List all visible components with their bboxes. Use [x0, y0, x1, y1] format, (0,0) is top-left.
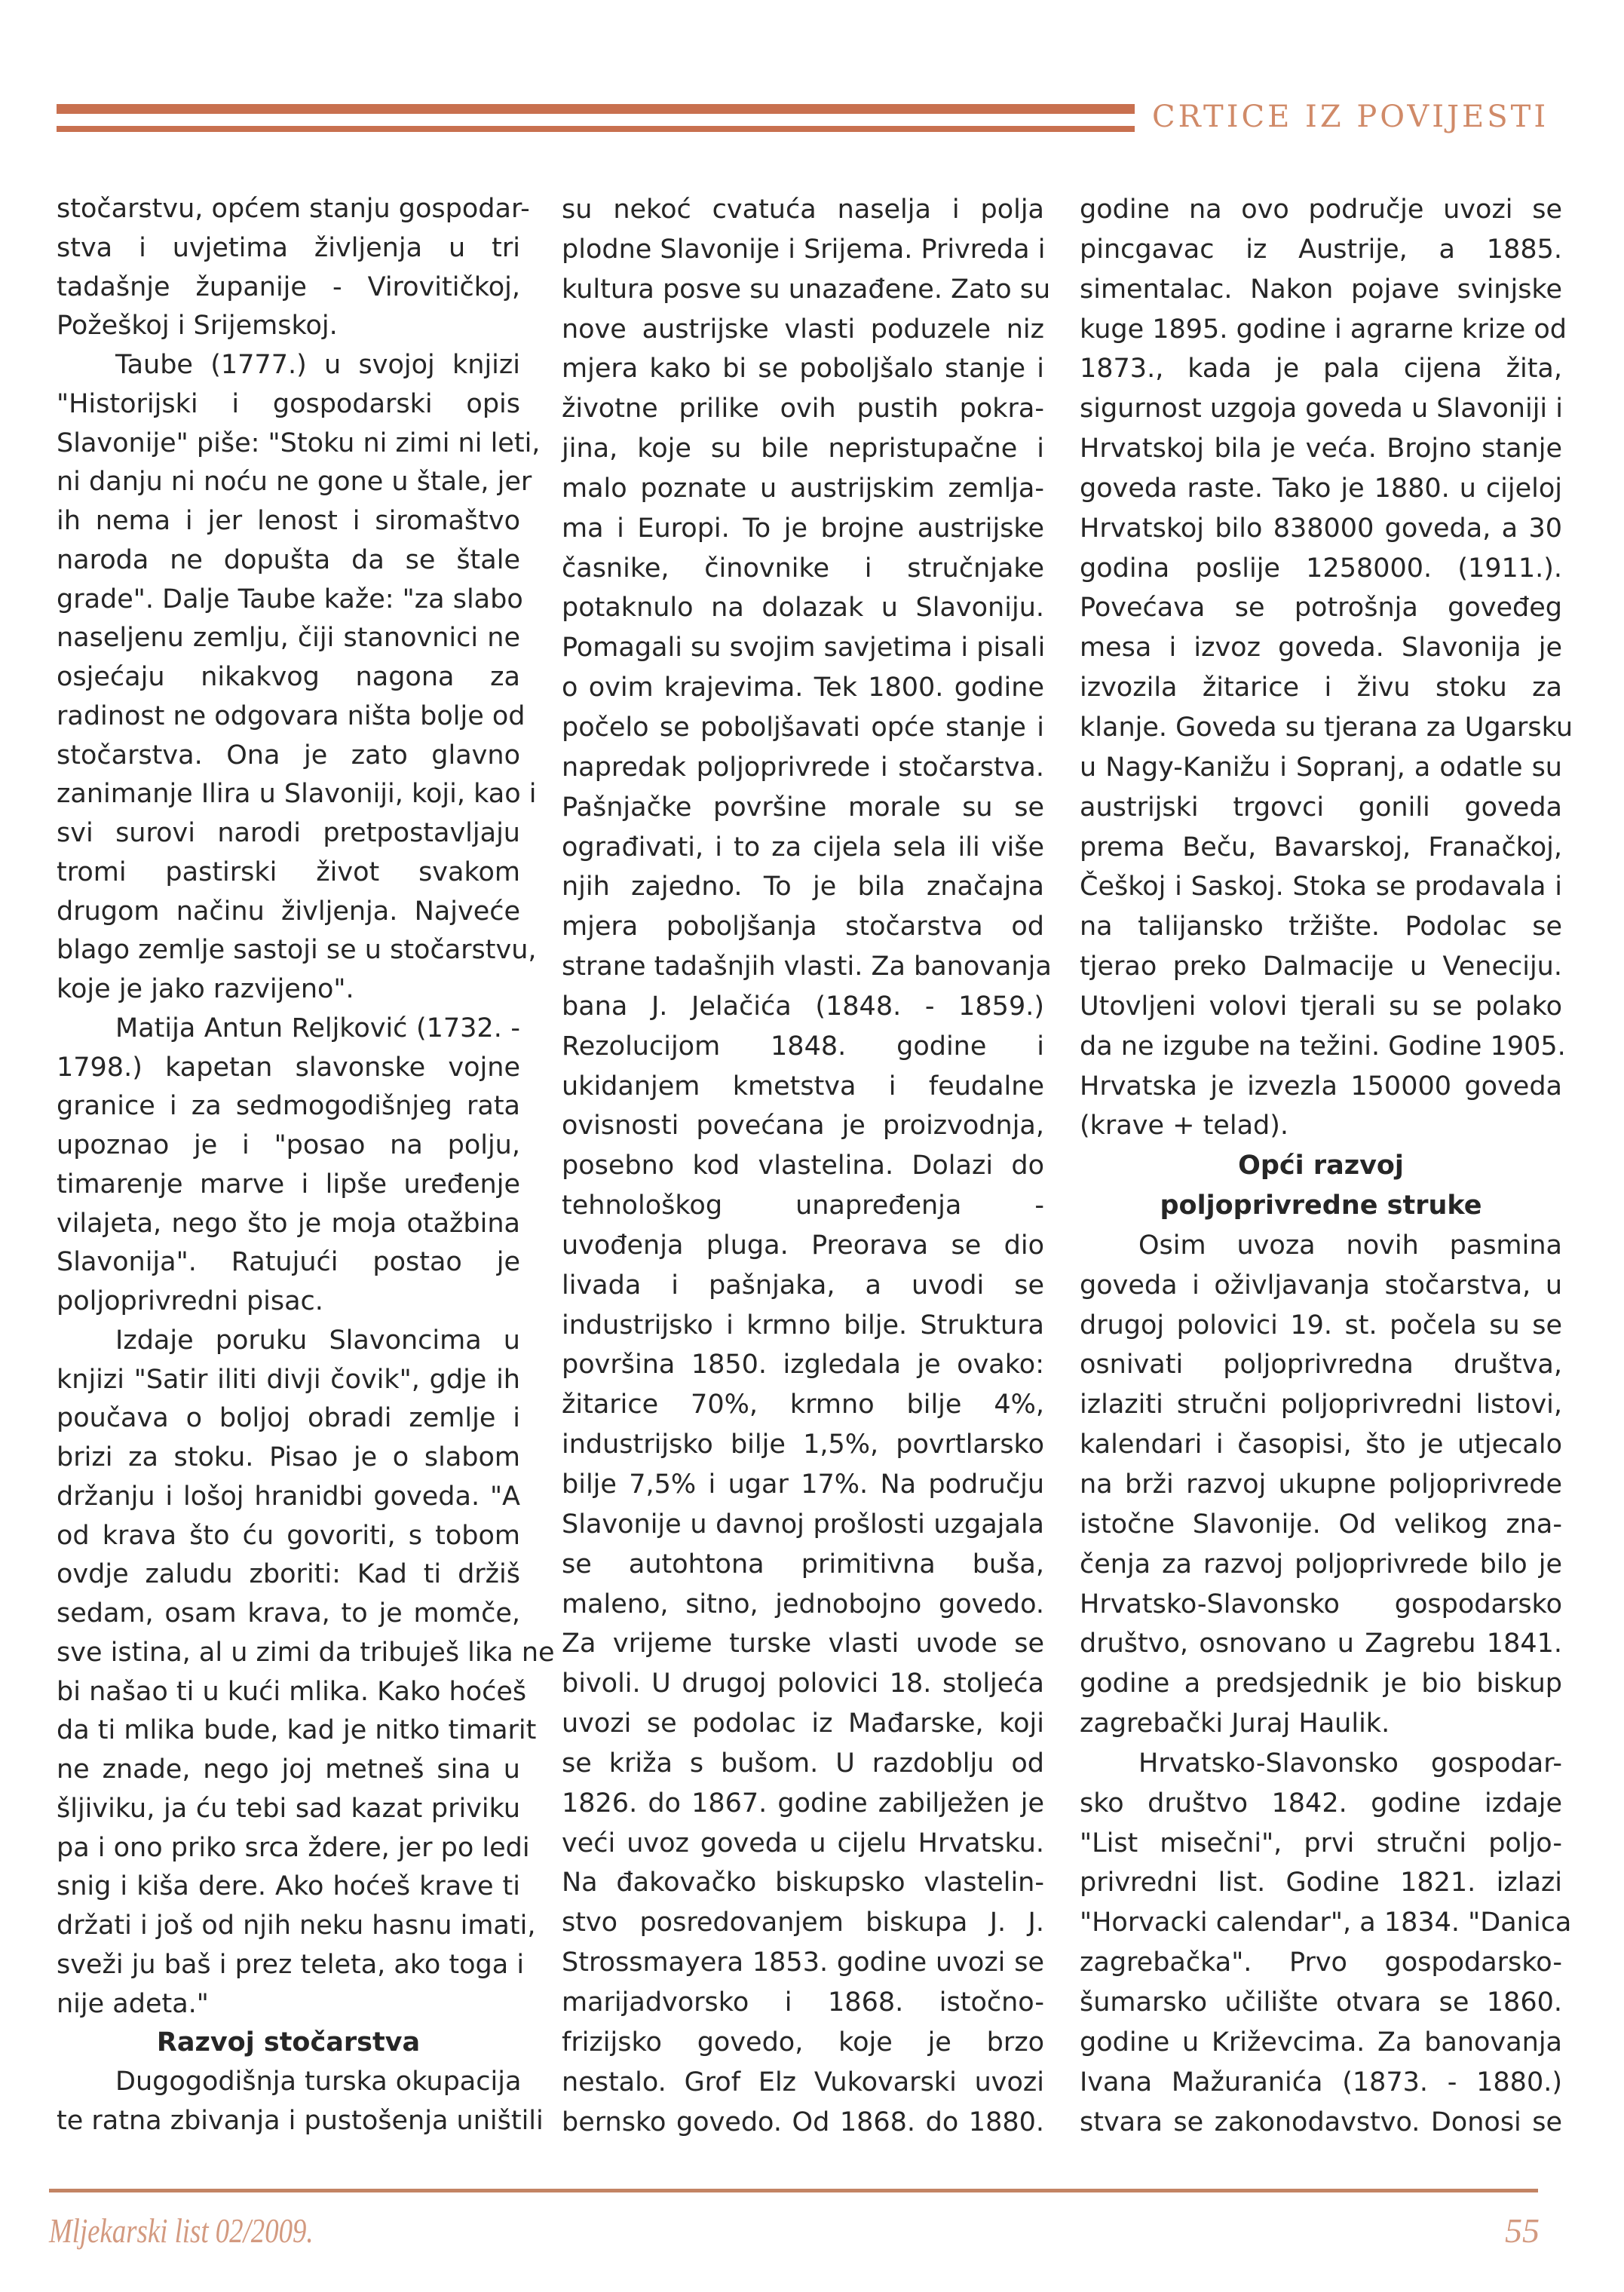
text-line: nestalo. Grof Elz Vukovarski uvozi [562, 2067, 1044, 2097]
text-line: ma i Europi. To je brojne austrijske [562, 513, 1044, 544]
text-line: Hrvatsko-Slavonsko gospodar- [1138, 1748, 1562, 1779]
text-line: se križa s bušom. U razdoblju od [562, 1748, 1044, 1779]
text-line: potaknulo na dolazak u Slavoniju. [562, 593, 1044, 624]
text-line: godine na ovo područje uvozi se [1080, 195, 1562, 225]
text-line: ih nema i jer lenost i siromaštvo [57, 506, 520, 536]
text-line: bernsko govedo. Od 1868. do 1880. [562, 2107, 1044, 2137]
text-line: vilajeta, nego što je moja otažbina [57, 1208, 520, 1239]
text-line: veći uvoz goveda u cijelu Hrvatsku. [562, 1828, 1044, 1858]
text-line: stva i uvjetima življenja u tri [57, 232, 520, 263]
text-line: su nekoć cvatuća naselja i polja [562, 195, 1044, 225]
text-line: sve istina, al u zimi da tribuješ lika ne [57, 1637, 555, 1668]
text-line: kalendari i časopisi, što je utjecalo [1080, 1429, 1562, 1460]
section-heading [1080, 1146, 1562, 1226]
text-line: Izdaje poruku Slavoncima u [115, 1325, 520, 1356]
text-line: jina, koje su bile nepristupačne i [562, 434, 1044, 464]
text-line: privredni list. Godine 1821. izlazi [1080, 1868, 1562, 1898]
paragraph [1080, 190, 1573, 1146]
text-line: ne znade, nego joj metneš sina u [57, 1754, 520, 1785]
text-line: malo poznate u austrijskim zemlja- [562, 473, 1044, 504]
text-line: "List misečni", prvi stručni poljo- [1080, 1828, 1562, 1858]
text-line: industrijsko i krmno bilje. Struktura [562, 1310, 1044, 1341]
header-rule-top [57, 104, 1135, 114]
text-line: klanje. Goveda su tjerana za Ugarsku [1080, 712, 1573, 743]
text-line: površina 1850. izgledala je ovako: [562, 1350, 1044, 1380]
text-line: blago zemlje sastoji se u stočarstvu, [57, 935, 537, 966]
text-line: da ti mlika bude, kad je nitko timarit [57, 1715, 537, 1746]
text-line: ograđivati, i to za cijela sela ili više [562, 832, 1044, 863]
text-line: frizijsko govedo, koje je brzo [562, 2027, 1044, 2058]
text-line: na talijansko tržište. Podolac se [1080, 912, 1562, 942]
text-line: istočne Slavonije. Od velikog zna- [1080, 1509, 1562, 1540]
text-line: o ovim krajevima. Tek 1800. godine [562, 673, 1044, 703]
text-line: Ivana Mažuranića (1873. - 1880.) [1080, 2067, 1562, 2097]
text-line: timarenje marve i lipše uređenje [57, 1169, 520, 1200]
text-line: stvo posredovanjem biskupa J. J. [562, 1907, 1044, 1938]
text-line: bi našao ti u kući mlika. Kako hoćeš [57, 1676, 527, 1707]
paragraph [1080, 1744, 1572, 2142]
text-line: drugom načinu življenja. Najveće [57, 896, 520, 927]
text-line: Taube (1777.) u svojoj knjizi [115, 350, 520, 380]
paragraph [1080, 1226, 1562, 1744]
text-line: 1798.) kapetan slavonske vojne [57, 1052, 520, 1083]
text-line: osnivati poljoprivredna društva, [1080, 1350, 1562, 1380]
text-line: livada i pašnjaka, a uvodi se [562, 1270, 1044, 1301]
text-line: maleno, sitno, jednobojno govedo. [562, 1589, 1044, 1619]
paragraph [57, 1322, 555, 2024]
text-line: tjerao preko Dalmacije u Veneciju. [1080, 951, 1562, 982]
text-line: tehnološkog unapređenja - [562, 1190, 1044, 1221]
text-line: "Horvacki calendar", a 1834. "Danica [1080, 1907, 1572, 1938]
text-line: držanju i lošoj hranidbi goveda. "A [57, 1481, 520, 1512]
text-line: Na đakovačko biskupsko vlastelin- [562, 1868, 1044, 1898]
text-line: strane tadašnjih vlasti. Za banovanja [562, 951, 1052, 982]
text-line: marijadvorsko i 1868. istočno- [562, 1987, 1044, 2018]
text-line: austrijski trgovci gonili goveda [1080, 792, 1562, 823]
text-line: tromi pastirski život svakom [57, 856, 520, 887]
header-rule-bottom [57, 126, 1135, 132]
text-line: zagrebački Juraj Haulik. [1080, 1708, 1390, 1739]
text-line: nije adeta." [57, 1988, 209, 2019]
text-line: Osim uvoza novih pasmina [1138, 1230, 1562, 1261]
text-line: Slavonije" piše: "Stoku ni zimi ni leti, [57, 427, 541, 458]
text-line: pincgavac iz Austrije, a 1885. [1080, 234, 1562, 265]
text-column-1 [57, 190, 555, 2141]
text-line: godine u Križevcima. Za banovanja [1080, 2027, 1562, 2058]
text-line: kultura posve su unazađene. Zato su [562, 274, 1051, 305]
text-line: poljoprivredni pisac. [57, 1286, 323, 1316]
text-line: počelo se poboljšavati opće stanje i [562, 712, 1044, 743]
text-line: od krava što ću govoriti, s tobom [57, 1520, 520, 1551]
text-line: zagrebačka". Prvo gospodarsko- [1080, 1947, 1562, 1978]
text-line: simentalac. Nakon pojave svinjske [1080, 274, 1562, 305]
text-line: Hrvatska je izvezla 150000 goveda [1080, 1071, 1562, 1102]
text-line: Pomagali su svojim savjetima i pisali [562, 633, 1046, 663]
text-line: bivoli. U drugoj polovici 18. stoljeća [562, 1668, 1044, 1699]
text-line: Matija Antun Reljković (1732. - [115, 1013, 520, 1043]
text-line: svi surovi narodi pretpostavljaju [57, 818, 520, 848]
text-line: čenja za razvoj poljoprivrede bilo je [1080, 1549, 1562, 1580]
section-heading [57, 2024, 520, 2063]
text-line: šljiviku, ja ću tebi sad kazat priviku [57, 1793, 520, 1824]
text-line: sveži ju baš i prez teleta, ako toga i [57, 1949, 525, 1980]
text-line: prema Beču, Bavarskoj, Franačkoj, [1080, 832, 1562, 863]
text-line: snig i kiša dere. Ako hoćeš krave ti [57, 1871, 520, 1902]
text-line: mjera kako bi se poboljšalo stanje i [562, 354, 1044, 385]
text-line: kuge 1895. godine i agrarne krize od [1080, 314, 1567, 345]
text-line: ukidanjem kmetstva i feudalne [562, 1071, 1044, 1102]
text-line: (krave + telad). [1080, 1111, 1289, 1141]
text-line: Povećava se potrošnja goveđeg [1080, 593, 1562, 624]
text-line: granice i za sedmogodišnjeg rata [57, 1091, 520, 1122]
text-line: tadašnje županije - Virovitičkoj, [57, 271, 520, 302]
text-line: ovisnosti povećana je proizvodnja, [562, 1111, 1044, 1141]
paragraph [57, 2063, 544, 2141]
text-line: stočarstva. Ona je zato glavno [57, 740, 520, 771]
heading-line: poljoprivredne struke [1160, 1190, 1482, 1221]
text-line: osjećaju nikakvog nagona za [57, 662, 520, 692]
text-line: goveda i oživljavanja stočarstva, u [1080, 1270, 1562, 1301]
text-line: Slavonije u davnoj prošlosti uzgajala [562, 1509, 1044, 1540]
text-column-3 [1080, 190, 1573, 2142]
text-line: pa i ono priko srca ždere, jer po ledi [57, 1832, 530, 1863]
text-line: Požeškoj i Srijemskoj. [57, 311, 338, 342]
text-line: šumarsko učilište otvara se 1860. [1080, 1987, 1562, 2018]
text-line: Slavonija". Ratujući postao je [57, 1247, 520, 1278]
text-line: stvara se zakonodavstvo. Donosi se [1080, 2107, 1562, 2137]
text-line: sigurnost uzgoja goveda u Slavoniji i [1080, 394, 1563, 424]
text-line: naseljenu zemlju, čiji stanovnici ne [57, 623, 520, 654]
text-line: Češkoj i Saskoj. Stoka se prodavala i [1080, 872, 1562, 902]
text-line: radinost ne odgovara ništa bolje od [57, 700, 526, 731]
paragraph [562, 190, 1052, 2142]
text-line: 1873., kada je pala cijena žita, [1080, 354, 1562, 385]
heading-line: Razvoj stočarstva [156, 2027, 421, 2058]
text-line: poučava o boljoj obradi zemlje i [57, 1403, 520, 1434]
text-line: ovdje zaludu zboriti: Kad ti držiš [57, 1559, 520, 1590]
text-line: Dugogodišnja turska okupacija [115, 2067, 522, 2097]
text-line: posebno kod vlastelina. Dolazi do [562, 1151, 1044, 1181]
text-line: Hrvatsko-Slavonsko gospodarsko [1080, 1589, 1562, 1619]
text-line: Utovljeni volovi tjerali su se polako [1080, 991, 1562, 1022]
text-column-2 [562, 190, 1052, 2142]
text-line: izvozila žitarice i živu stoku za [1080, 673, 1562, 703]
text-line: grade". Dalje Taube kaže: "za slabo [57, 584, 523, 614]
text-line: bilje 7,5% i ugar 17%. Na području [562, 1469, 1044, 1500]
text-line: stočarstvu, općem stanju gospodar- [57, 194, 530, 224]
text-line: izlaziti stručni poljoprivredni listovi, [1080, 1390, 1562, 1420]
text-line: mesa i izvoz goveda. Slavonija je [1080, 633, 1562, 663]
text-line: godine a predsjednik je bio biskup [1080, 1668, 1562, 1699]
text-line: žitarice 70%, krmno bilje 4%, [562, 1390, 1044, 1420]
text-line: "Historijski i gospodarski opis [57, 388, 520, 419]
text-line: uvođenja pluga. Preorava se dio [562, 1230, 1044, 1261]
text-line: sedam, osam krava, to je momče, [57, 1598, 520, 1629]
paragraph [57, 1010, 520, 1322]
text-line: da ne izgube na težini. Godine 1905. [1080, 1031, 1566, 1062]
text-line: industrijsko bilje 1,5%, povrtlarsko [562, 1429, 1044, 1460]
text-line: napredak poljoprivrede i stočarstva. [562, 752, 1044, 783]
text-line: njih zajedno. To je bila značajna [562, 872, 1044, 902]
text-line: Hrvatskoj bila je veća. Brojno stanje [1080, 434, 1562, 464]
text-line: u Nagy-Kanižu i Sopranj, a odatle su [1080, 752, 1562, 783]
text-line: Pašnjačke površine morale su se [562, 792, 1044, 823]
text-line: drugoj polovici 19. st. počela su se [1080, 1310, 1562, 1341]
text-line: 1826. do 1867. godine zabilježen je [562, 1788, 1044, 1819]
text-line: uvozi se podolac iz Mađarske, koji [562, 1708, 1044, 1739]
text-line: Za vrijeme turske vlasti uvode se [562, 1629, 1044, 1659]
text-line: te ratna zbivanja i pustošenja uništili [57, 2105, 544, 2136]
text-line: držati i još od njih neku hasnu imati, [57, 1911, 536, 1941]
text-line: brizi za stoku. Pisao je o slabom [57, 1442, 520, 1472]
footer-rule [49, 2189, 1538, 2192]
text-line: društvo, osnovano u Zagrebu 1841. [1080, 1629, 1562, 1659]
text-line: sko društvo 1842. godine izdaje [1080, 1788, 1562, 1819]
paragraph [57, 190, 530, 346]
journal-title: Mljekarski list 02/2009. [49, 2211, 314, 2250]
page-number: 55 [1505, 2211, 1540, 2250]
text-line: godina poslije 1258000. (1911.). [1080, 553, 1562, 584]
text-line: časnike, činovnike i stručnjake [562, 553, 1044, 584]
text-line: ni danju ni noću ne gone u štale, jer [57, 467, 532, 498]
text-line: bana J. Jelačića (1848. - 1859.) [562, 991, 1044, 1022]
text-line: zanimanje Ilira u Slavoniji, koji, kao i [57, 779, 537, 810]
text-line: mjera poboljšanja stočarstva od [562, 912, 1044, 942]
text-line: koje je jako razvijeno". [57, 974, 354, 1004]
text-line: naroda ne dopušta da se štale [57, 544, 520, 575]
text-line: knjizi "Satir iliti divji čovik", gdje ih [57, 1364, 520, 1395]
paragraph [57, 346, 541, 1010]
text-line: plodne Slavonije i Srijema. Privreda i [562, 234, 1046, 265]
text-line: Rezolucijom 1848. godine i [562, 1031, 1044, 1062]
text-line: Hrvatskoj bilo 838000 goveda, a 30 [1080, 513, 1562, 544]
text-line: goveda raste. Tako je 1880. u cijeloj [1080, 473, 1562, 504]
text-line: nove austrijske vlasti poduzele niz [562, 314, 1044, 345]
text-line: životne prilike ovih pustih pokra- [562, 394, 1044, 424]
heading-line: Opći razvoj [1238, 1151, 1404, 1181]
text-line: na brži razvoj ukupne poljoprivrede [1080, 1469, 1562, 1500]
text-line: se autohtona primitivna buša, [562, 1549, 1044, 1580]
text-line: Strossmayera 1853. godine uvozi se [562, 1947, 1044, 1978]
section-title: CRTICE IZ POVIJESTI [1152, 100, 1549, 134]
text-line: upoznao je i "posao na polju, [57, 1130, 520, 1160]
